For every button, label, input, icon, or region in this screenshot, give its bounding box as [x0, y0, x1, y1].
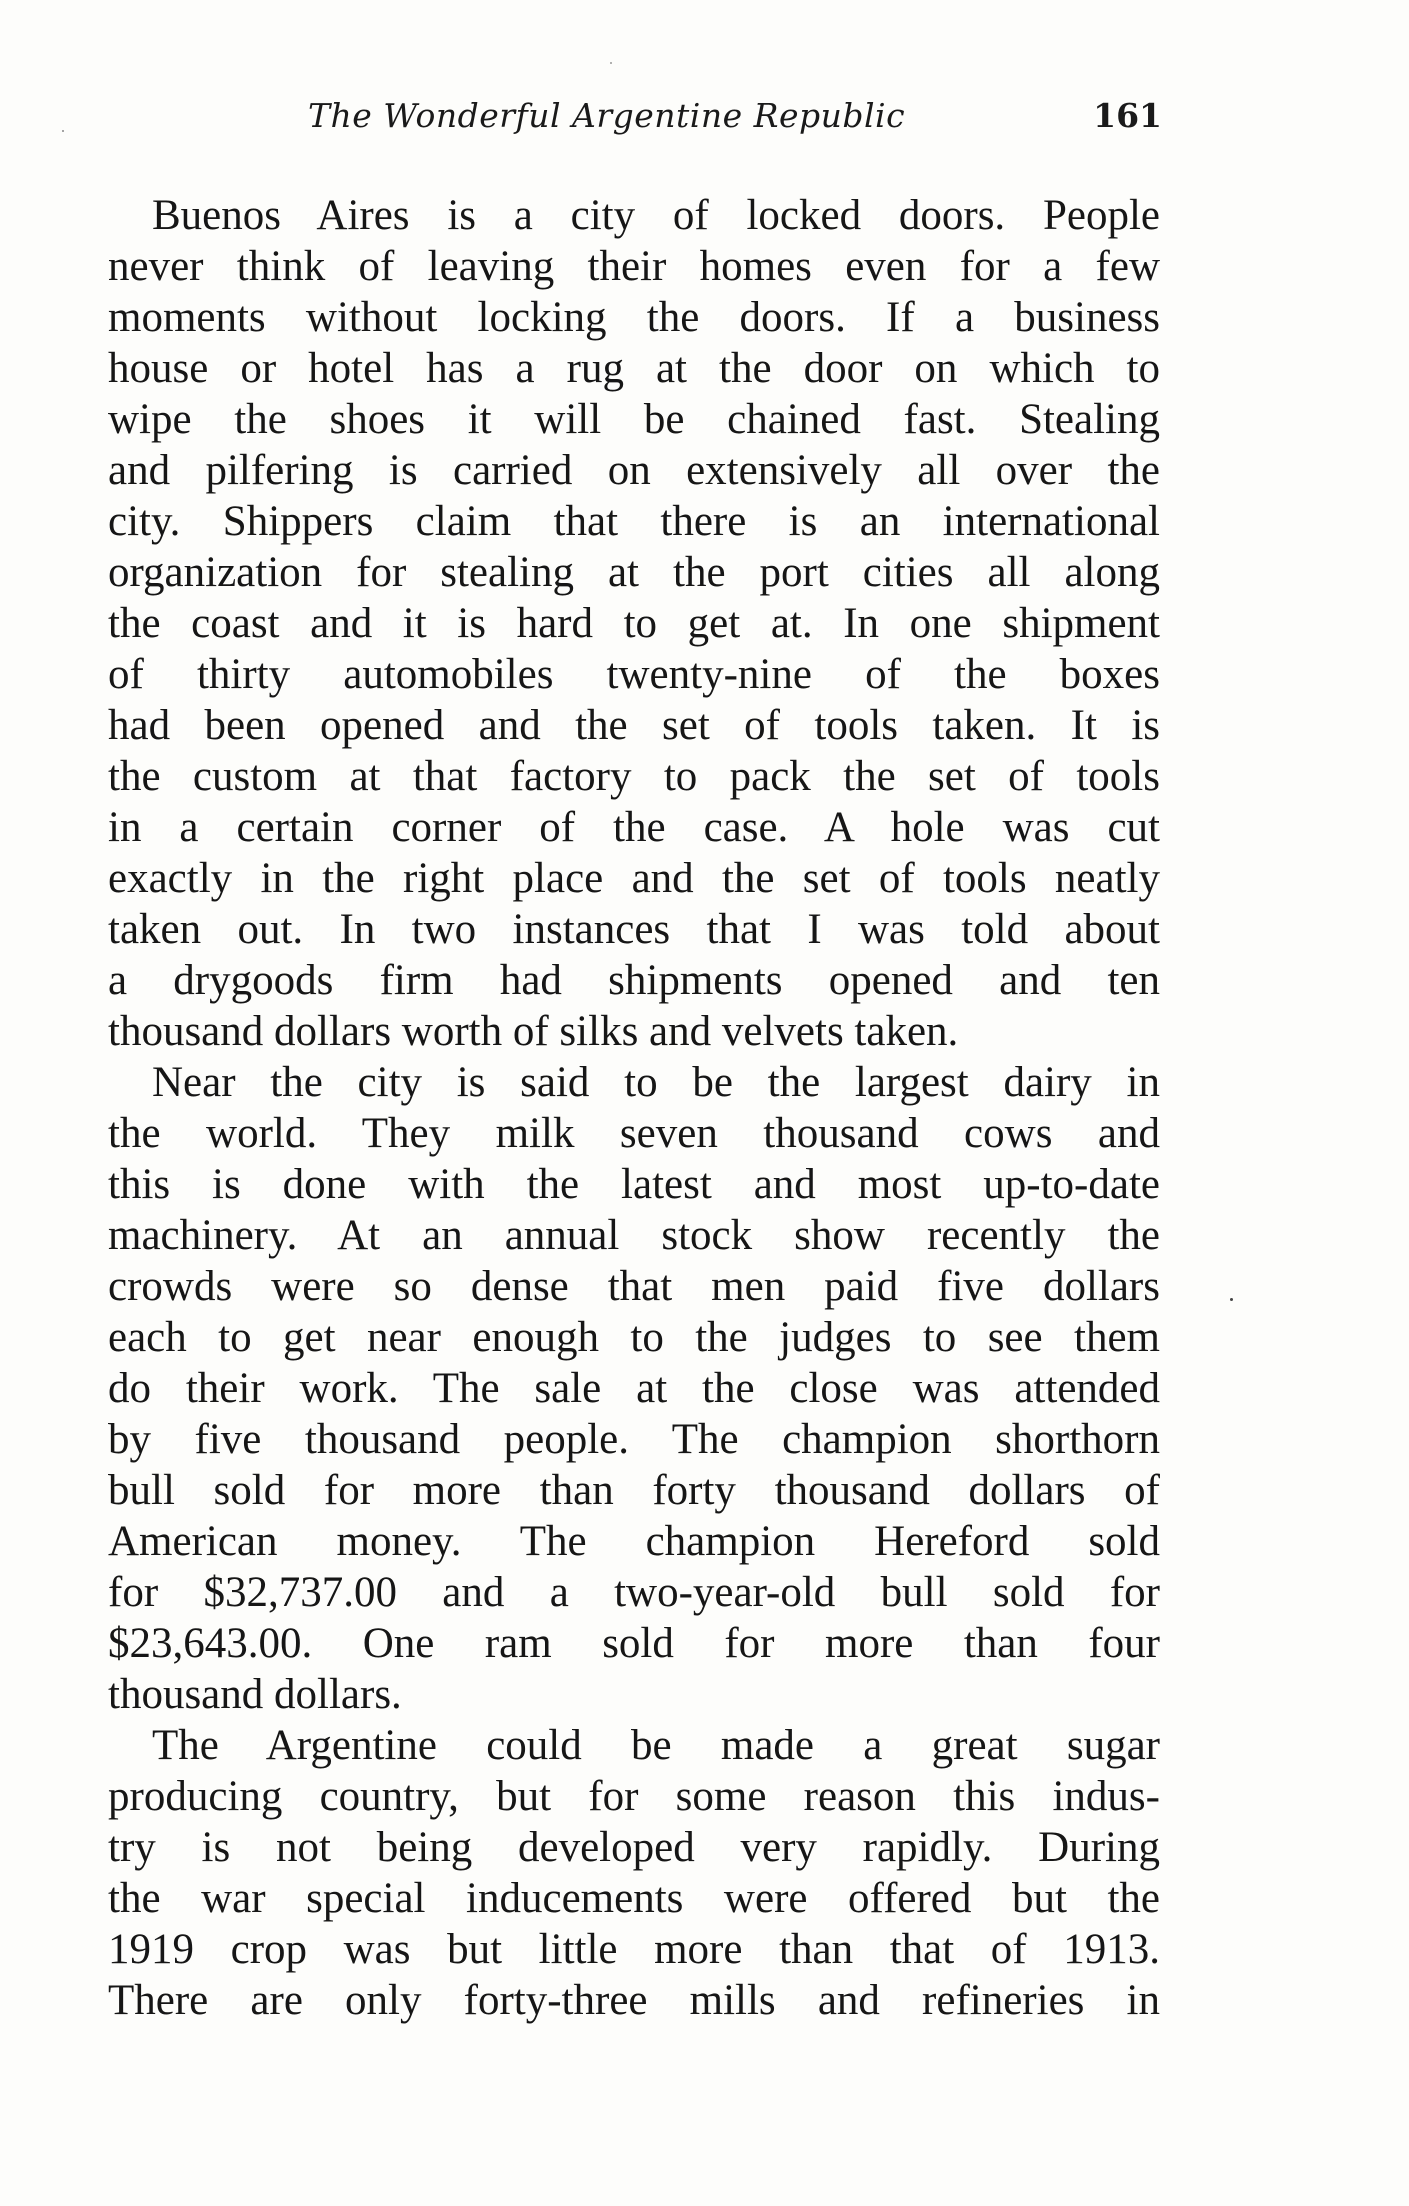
paragraph-3 — [108, 1720, 1160, 2026]
text-line: wipe the shoes it will be chained fast. Stealing — [108, 396, 1160, 443]
running-header — [108, 96, 1162, 146]
text-line: bull sold for more than forty thousand dollars of — [108, 1467, 1160, 1514]
text-line: organization for stealing at the port cities all along — [108, 549, 1160, 596]
text-line: American money. The champion Hereford sold — [108, 1518, 1160, 1565]
body-text — [108, 190, 1160, 2026]
text-line: thousand dollars worth of silks and velvets taken. — [108, 1008, 959, 1055]
text-line: the custom at that factory to pack the set of tools — [108, 753, 1160, 800]
text-line: producing country, but for some reason this indus- — [108, 1773, 1160, 1820]
text-line: taken out. In two instances that I was told about — [108, 906, 1160, 953]
scan-speck — [1230, 1298, 1233, 1301]
text-line: $23,643.00. One ram sold for more than four — [108, 1620, 1160, 1667]
text-line: thousand dollars. — [108, 1671, 402, 1718]
paragraph-1 — [108, 190, 1160, 1057]
text-line: by five thousand people. The champion shorthorn — [108, 1416, 1160, 1463]
text-line: never think of leaving their homes even for a few — [108, 243, 1160, 290]
text-line: Buenos Aires is a city of locked doors. People — [152, 192, 1160, 239]
text-line: do their work. The sale at the close was attended — [108, 1365, 1160, 1412]
text-line: 1919 crop was but little more than that of 1913. — [108, 1926, 1160, 1973]
text-line: house or hotel has a rug at the door on which to — [108, 345, 1160, 392]
text-line: machinery. At an annual stock show recently the — [108, 1212, 1160, 1259]
text-line: moments without locking the doors. If a business — [108, 294, 1160, 341]
text-line: for $32,737.00 and a two-year-old bull sold for — [108, 1569, 1160, 1616]
text-line: of thirty automobiles twenty-nine of the boxes — [108, 651, 1160, 698]
text-line: The Argentine could be made a great sugar — [152, 1722, 1160, 1769]
text-line: crowds were so dense that men paid five dollars — [108, 1263, 1160, 1310]
text-line: a drygoods firm had shipments opened and ten — [108, 957, 1160, 1004]
text-line: had been opened and the set of tools taken. It is — [108, 702, 1160, 749]
paragraph-2 — [108, 1057, 1160, 1720]
text-line: There are only forty-three mills and refineries in — [108, 1977, 1160, 2024]
running-title: The Wonderful Argentine Republic — [308, 96, 906, 135]
scan-speck — [610, 62, 612, 64]
text-line: city. Shippers claim that there is an international — [108, 498, 1160, 545]
text-line: the war special inducements were offered but the — [108, 1875, 1160, 1922]
text-line: the coast and it is hard to get at. In one shipment — [108, 600, 1160, 647]
text-line: try is not being developed very rapidly. During — [108, 1824, 1160, 1871]
text-line: the world. They milk seven thousand cows and — [108, 1110, 1160, 1157]
text-line: and pilfering is carried on extensively all over the — [108, 447, 1160, 494]
page-number: 161 — [1093, 96, 1162, 135]
text-line: exactly in the right place and the set of tools neatly — [108, 855, 1160, 902]
scan-speck — [62, 130, 64, 132]
text-line: Near the city is said to be the largest dairy in — [152, 1059, 1160, 1106]
text-line: each to get near enough to the judges to see them — [108, 1314, 1160, 1361]
text-line: this is done with the latest and most up-to-date — [108, 1161, 1160, 1208]
text-line: in a certain corner of the case. A hole was cut — [108, 804, 1160, 851]
